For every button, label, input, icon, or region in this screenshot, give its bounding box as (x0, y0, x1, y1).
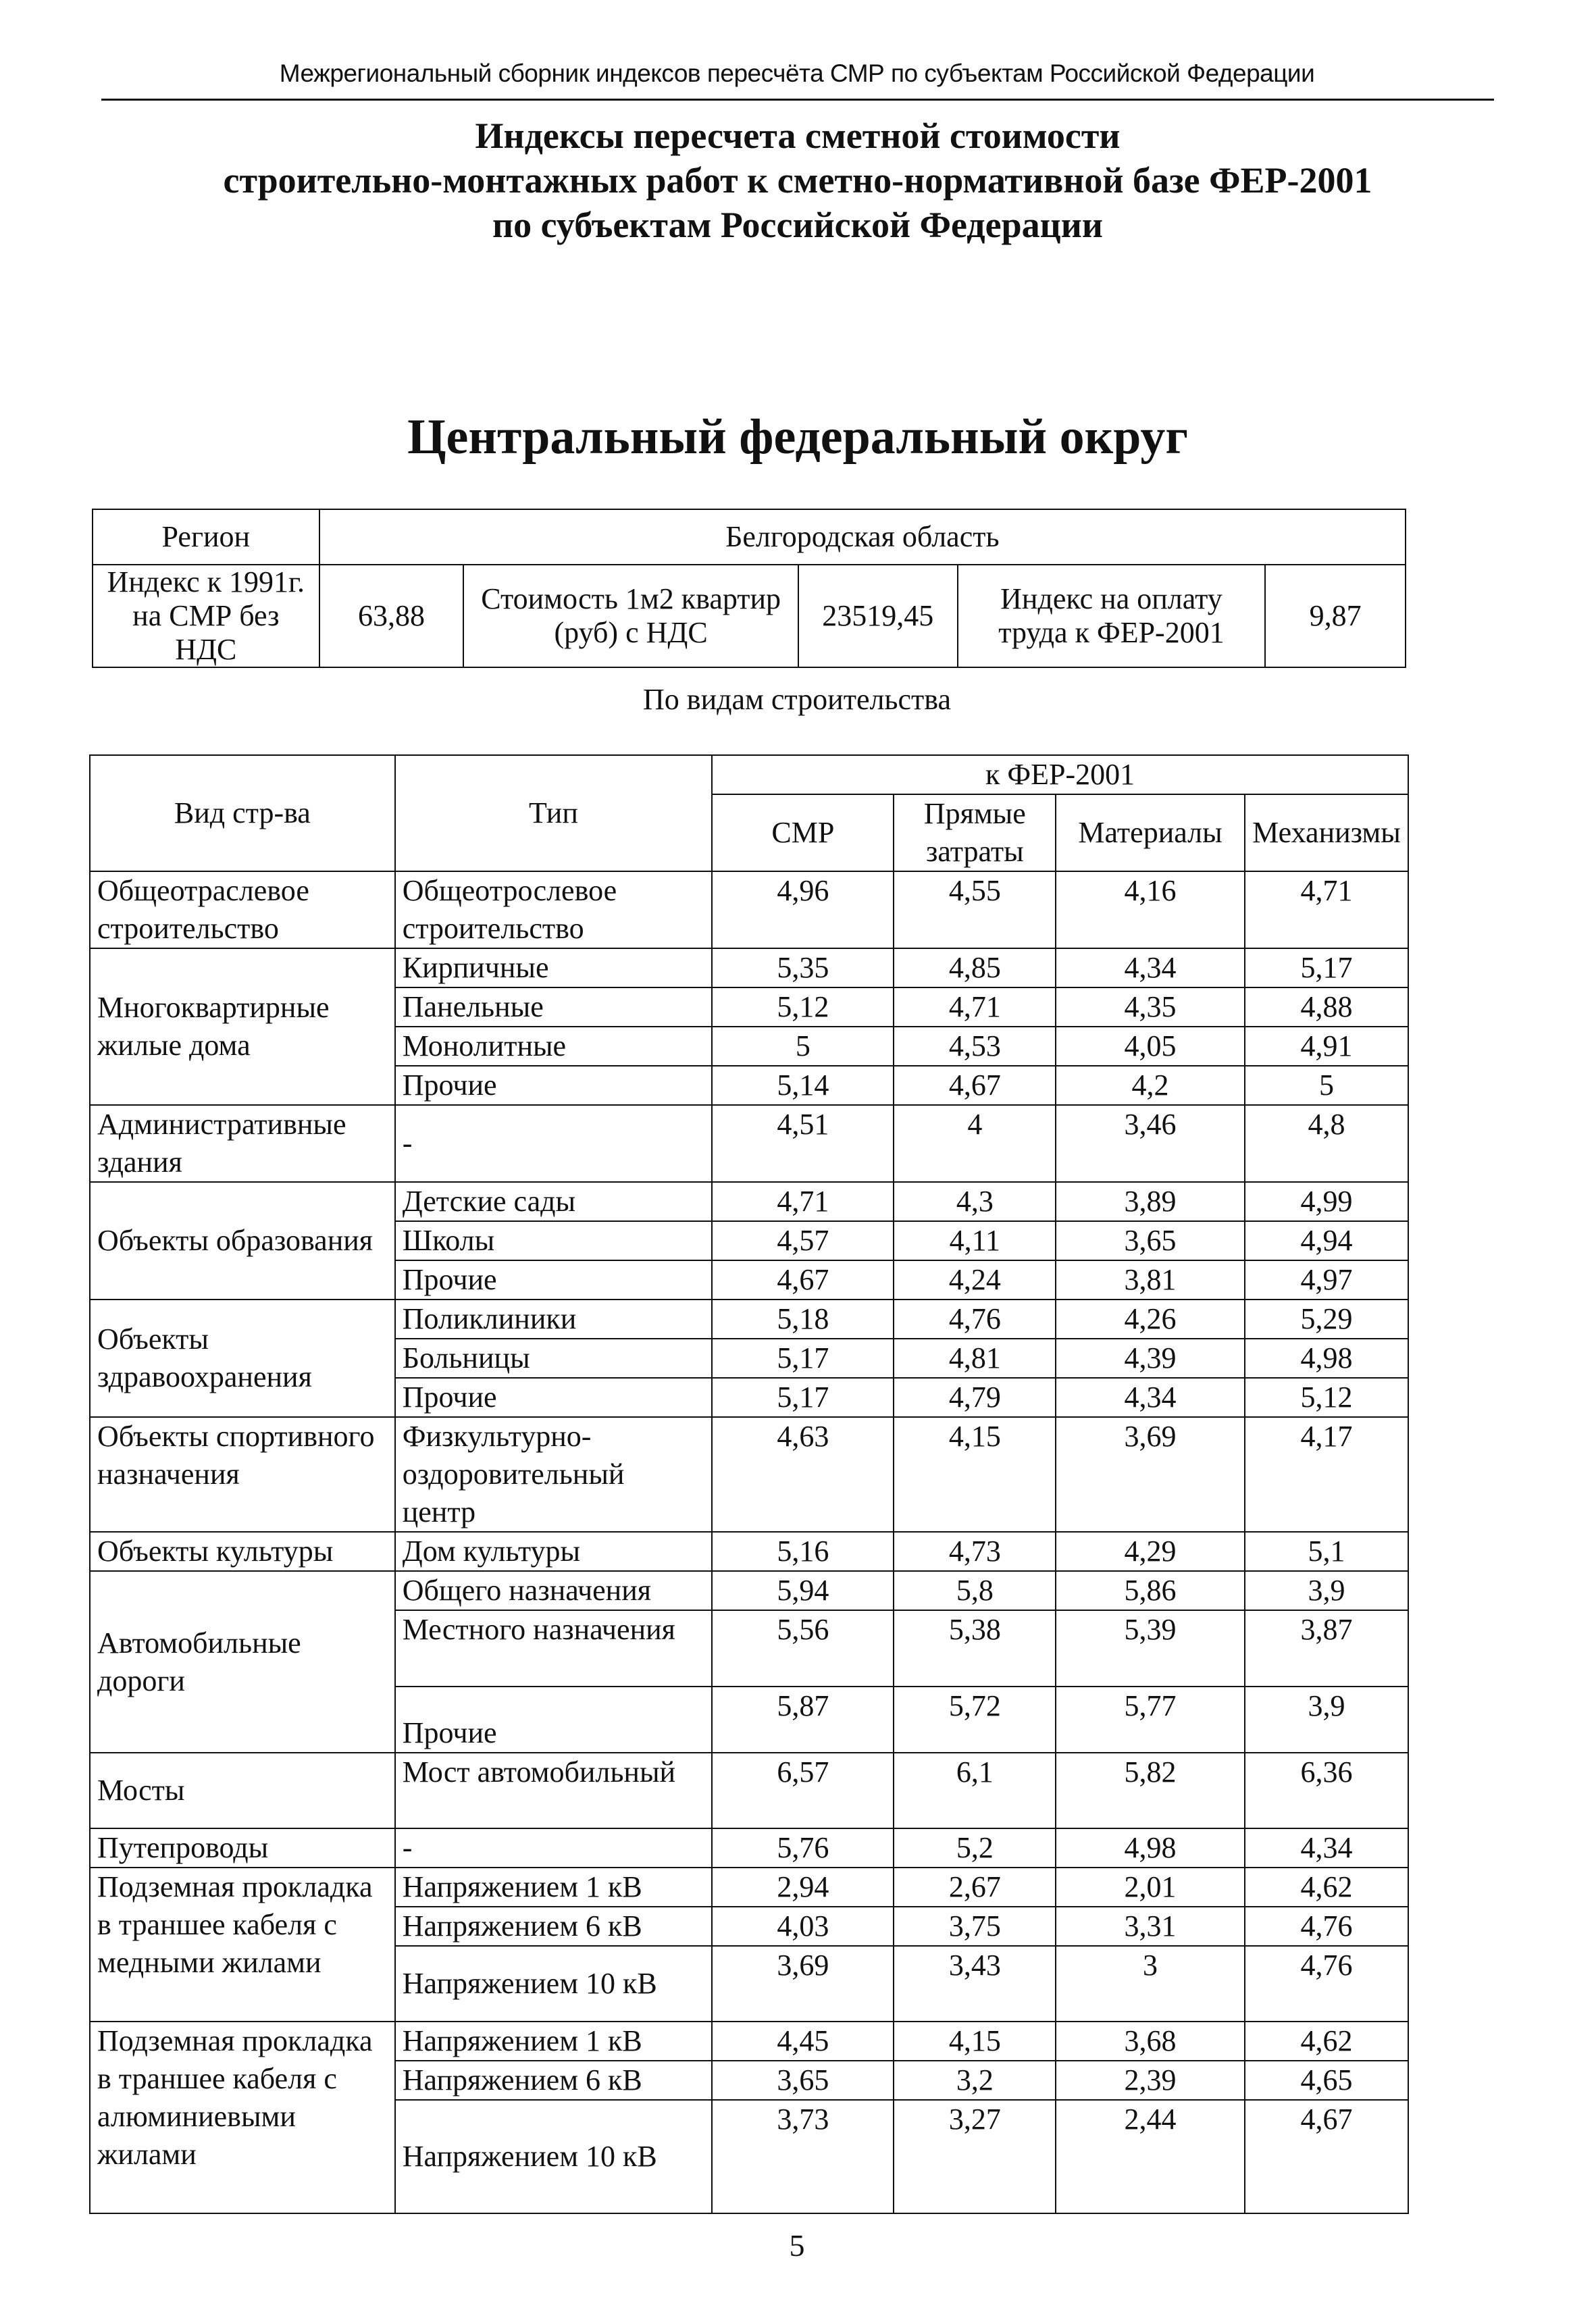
machinery-cell: 5,29 (1245, 1300, 1408, 1339)
materials-cell: 4,05 (1056, 1027, 1245, 1066)
table-row (90, 1182, 1408, 1221)
type-cell: Дом культуры (395, 1532, 712, 1571)
header-direct-costs: Прямые затраты (894, 794, 1056, 871)
construction-group: Подземная прокладка в траншее кабеля с алюминиевыми жилами (90, 2022, 395, 2213)
table-row (90, 871, 1408, 948)
header-construction-type: Вид стр-ва (90, 755, 395, 871)
smr-cell: 3,69 (712, 1946, 894, 2022)
materials-cell: 5,39 (1056, 1610, 1245, 1687)
machinery-cell: 4,76 (1245, 1946, 1408, 2022)
materials-cell: 2,44 (1056, 2100, 1245, 2213)
machinery-cell: 4,62 (1245, 1868, 1408, 1907)
materials-cell: 3,31 (1056, 1907, 1245, 1946)
materials-cell: 3,68 (1056, 2022, 1245, 2061)
type-cell: Прочие (395, 1378, 712, 1417)
table-row (90, 1753, 1408, 1828)
machinery-cell: 3,87 (1245, 1610, 1408, 1687)
type-cell: Напряжением 1 кВ (395, 2022, 712, 2061)
machinery-cell: 4,34 (1245, 1828, 1408, 1868)
type-cell: Прочие (395, 1687, 712, 1753)
machinery-cell: 4,71 (1245, 871, 1408, 948)
direct-cell: 2,67 (894, 1868, 1056, 1907)
machinery-cell: 4,97 (1245, 1260, 1408, 1300)
direct-cell: 6,1 (894, 1753, 1056, 1828)
smr-cell: 3,73 (712, 2100, 894, 2213)
construction-group: Общеотраслевое строительство (90, 871, 395, 948)
smr-cell: 5,18 (712, 1300, 894, 1339)
type-cell: - (395, 1828, 712, 1868)
title-line-2: строительно-монтажных работ к сметно-нормативной базе ФЕР-2001 (223, 160, 1372, 201)
direct-cell: 4,71 (894, 987, 1056, 1027)
table-row (90, 1105, 1408, 1182)
smr-cell: 5,56 (712, 1610, 894, 1687)
direct-cell: 4,67 (894, 1066, 1056, 1105)
smr-cell: 4,71 (712, 1182, 894, 1221)
machinery-cell: 4,17 (1245, 1417, 1408, 1532)
direct-cell: 3,2 (894, 2061, 1056, 2100)
direct-cell: 3,43 (894, 1946, 1056, 2022)
region-name: Белгородская область (319, 509, 1406, 565)
materials-cell: 5,82 (1056, 1753, 1245, 1828)
smr-cell: 4,03 (712, 1907, 894, 1946)
machinery-cell: 5 (1245, 1066, 1408, 1105)
machinery-cell: 4,99 (1245, 1182, 1408, 1221)
type-cell: - (395, 1105, 712, 1182)
title-line-1: Индексы пересчета сметной стоимости (475, 115, 1121, 156)
construction-group: Объекты здравоохранения (90, 1300, 395, 1417)
type-cell: Местного назначения (395, 1610, 712, 1687)
header-smr: СМР (712, 794, 894, 871)
materials-cell: 5,77 (1056, 1687, 1245, 1753)
table-row (90, 1532, 1408, 1571)
smr-cell: 2,94 (712, 1868, 894, 1907)
labor-index-value: 9,87 (1265, 565, 1406, 667)
index-1991-value: 63,88 (319, 565, 464, 667)
smr-cell: 5,76 (712, 1828, 894, 1868)
machinery-cell: 4,67 (1245, 2100, 1408, 2213)
header-fer-2001: к ФЕР-2001 (712, 755, 1408, 794)
materials-cell: 5,86 (1056, 1571, 1245, 1610)
smr-cell: 5,12 (712, 987, 894, 1027)
smr-cell: 5 (712, 1027, 894, 1066)
machinery-cell: 4,88 (1245, 987, 1408, 1027)
materials-cell: 4,98 (1056, 1828, 1245, 1868)
type-cell: Напряжением 1 кВ (395, 1868, 712, 1907)
type-cell: Детские сады (395, 1182, 712, 1221)
direct-cell: 4,79 (894, 1378, 1056, 1417)
construction-group: Административные здания (90, 1105, 395, 1182)
type-cell: Общеотрослевое строительство (395, 871, 712, 948)
type-cell: Мост автомобильный (395, 1753, 712, 1828)
type-cell: Напряжением 6 кВ (395, 2061, 712, 2100)
direct-cell: 4,81 (894, 1339, 1056, 1378)
construction-group: Путепроводы (90, 1828, 395, 1868)
region-label: Регион (93, 509, 319, 565)
table-row (90, 2022, 1408, 2061)
materials-cell: 3,46 (1056, 1105, 1245, 1182)
type-cell: Напряжением 6 кВ (395, 1907, 712, 1946)
construction-group: Автомобильные дороги (90, 1571, 395, 1753)
direct-cell: 3,75 (894, 1907, 1056, 1946)
direct-cell: 5,2 (894, 1828, 1056, 1868)
header-rule (101, 99, 1494, 101)
cost-per-m2-value: 23519,45 (798, 565, 958, 667)
type-cell: Напряжением 10 кВ (395, 1946, 712, 2022)
machinery-cell: 4,91 (1245, 1027, 1408, 1066)
header-materials: Материалы (1056, 794, 1245, 871)
materials-cell: 3 (1056, 1946, 1245, 2022)
direct-cell: 4,55 (894, 871, 1056, 948)
table-row (90, 1571, 1408, 1610)
direct-cell: 4,53 (894, 1027, 1056, 1066)
machinery-cell: 4,62 (1245, 2022, 1408, 2061)
running-header: Межрегиональный сборник индексов пересчёта СМР по субъектам Российской Федерации (279, 59, 1315, 87)
materials-cell: 3,69 (1056, 1417, 1245, 1532)
materials-cell: 2,01 (1056, 1868, 1245, 1907)
materials-cell: 3,89 (1056, 1182, 1245, 1221)
construction-group: Подземная прокладка в траншее кабеля с медными жилами (90, 1868, 395, 2022)
direct-cell: 4,15 (894, 2022, 1056, 2061)
machinery-cell: 4,76 (1245, 1907, 1408, 1946)
materials-cell: 4,26 (1056, 1300, 1245, 1339)
type-cell: Монолитные (395, 1027, 712, 1066)
machinery-cell: 5,1 (1245, 1532, 1408, 1571)
title-line-3: по субъектам Российской Федерации (492, 205, 1103, 245)
district-heading: Центральный федеральный округ (407, 409, 1189, 465)
machinery-cell: 4,94 (1245, 1221, 1408, 1260)
smr-cell: 5,35 (712, 948, 894, 987)
machinery-cell: 3,9 (1245, 1571, 1408, 1610)
machinery-cell: 4,98 (1245, 1339, 1408, 1378)
direct-cell: 4,73 (894, 1532, 1056, 1571)
construction-group: Объекты спортивного назначения (90, 1417, 395, 1532)
materials-cell: 4,2 (1056, 1066, 1245, 1105)
smr-cell: 3,65 (712, 2061, 894, 2100)
type-cell: Школы (395, 1221, 712, 1260)
direct-cell: 4,85 (894, 948, 1056, 987)
machinery-cell: 4,8 (1245, 1105, 1408, 1182)
smr-cell: 5,17 (712, 1339, 894, 1378)
smr-cell: 4,57 (712, 1221, 894, 1260)
section-caption: По видам строительства (643, 683, 951, 716)
machinery-cell: 3,9 (1245, 1687, 1408, 1753)
table-row (90, 1417, 1408, 1532)
smr-cell: 4,67 (712, 1260, 894, 1300)
smr-cell: 5,16 (712, 1532, 894, 1571)
construction-group: Объекты образования (90, 1182, 395, 1300)
machinery-cell: 6,36 (1245, 1753, 1408, 1828)
index-1991-label: Индекс к 1991г. на СМР без НДС (93, 565, 319, 667)
smr-cell: 4,96 (712, 871, 894, 948)
direct-cell: 4,15 (894, 1417, 1056, 1532)
smr-cell: 4,45 (712, 2022, 894, 2061)
table-row (90, 1828, 1408, 1868)
page-number: 5 (789, 2228, 805, 2263)
direct-cell: 4 (894, 1105, 1056, 1182)
construction-group: Объекты культуры (90, 1532, 395, 1571)
machinery-cell: 5,12 (1245, 1378, 1408, 1417)
machinery-cell: 5,17 (1245, 948, 1408, 987)
type-cell: Прочие (395, 1066, 712, 1105)
direct-cell: 4,11 (894, 1221, 1056, 1260)
cost-per-m2-label: Стоимость 1м2 квартир (руб) с НДС (463, 565, 798, 667)
document-title (101, 113, 1494, 247)
direct-cell: 3,27 (894, 2100, 1056, 2213)
table-row (90, 948, 1408, 987)
direct-cell: 4,76 (894, 1300, 1056, 1339)
direct-cell: 5,38 (894, 1610, 1056, 1687)
construction-indices-table (89, 754, 1409, 2214)
direct-cell: 4,24 (894, 1260, 1056, 1300)
materials-cell: 4,35 (1056, 987, 1245, 1027)
header-type: Тип (395, 755, 712, 871)
table-row (90, 1868, 1408, 1907)
materials-cell: 4,39 (1056, 1339, 1245, 1378)
table-row (90, 1300, 1408, 1339)
labor-index-label: Индекс на оплату труда к ФЕР-2001 (958, 565, 1265, 667)
materials-cell: 3,81 (1056, 1260, 1245, 1300)
smr-cell: 4,63 (712, 1417, 894, 1532)
direct-cell: 4,3 (894, 1182, 1056, 1221)
type-cell: Прочие (395, 1260, 712, 1300)
materials-cell: 4,16 (1056, 871, 1245, 948)
direct-cell: 5,8 (894, 1571, 1056, 1610)
type-cell: Кирпичные (395, 948, 712, 987)
materials-cell: 4,34 (1056, 1378, 1245, 1417)
type-cell: Больницы (395, 1339, 712, 1378)
header-machinery: Механизмы (1245, 794, 1408, 871)
direct-cell: 5,72 (894, 1687, 1056, 1753)
machinery-cell: 4,65 (1245, 2061, 1408, 2100)
type-cell: Физкультурно-оздоровительный центр (395, 1417, 712, 1532)
construction-group: Мосты (90, 1753, 395, 1828)
smr-cell: 5,17 (712, 1378, 894, 1417)
smr-cell: 5,94 (712, 1571, 894, 1610)
materials-cell: 4,29 (1056, 1532, 1245, 1571)
materials-cell: 3,65 (1056, 1221, 1245, 1260)
construction-group: Многоквартирные жилые дома (90, 948, 395, 1105)
type-cell: Поликлиники (395, 1300, 712, 1339)
smr-cell: 6,57 (712, 1753, 894, 1828)
smr-cell: 5,87 (712, 1687, 894, 1753)
type-cell: Общего назначения (395, 1571, 712, 1610)
smr-cell: 4,51 (712, 1105, 894, 1182)
materials-cell: 2,39 (1056, 2061, 1245, 2100)
type-cell: Напряжением 10 кВ (395, 2100, 712, 2213)
materials-cell: 4,34 (1056, 948, 1245, 987)
region-summary-table (92, 509, 1406, 668)
smr-cell: 5,14 (712, 1066, 894, 1105)
type-cell: Панельные (395, 987, 712, 1027)
